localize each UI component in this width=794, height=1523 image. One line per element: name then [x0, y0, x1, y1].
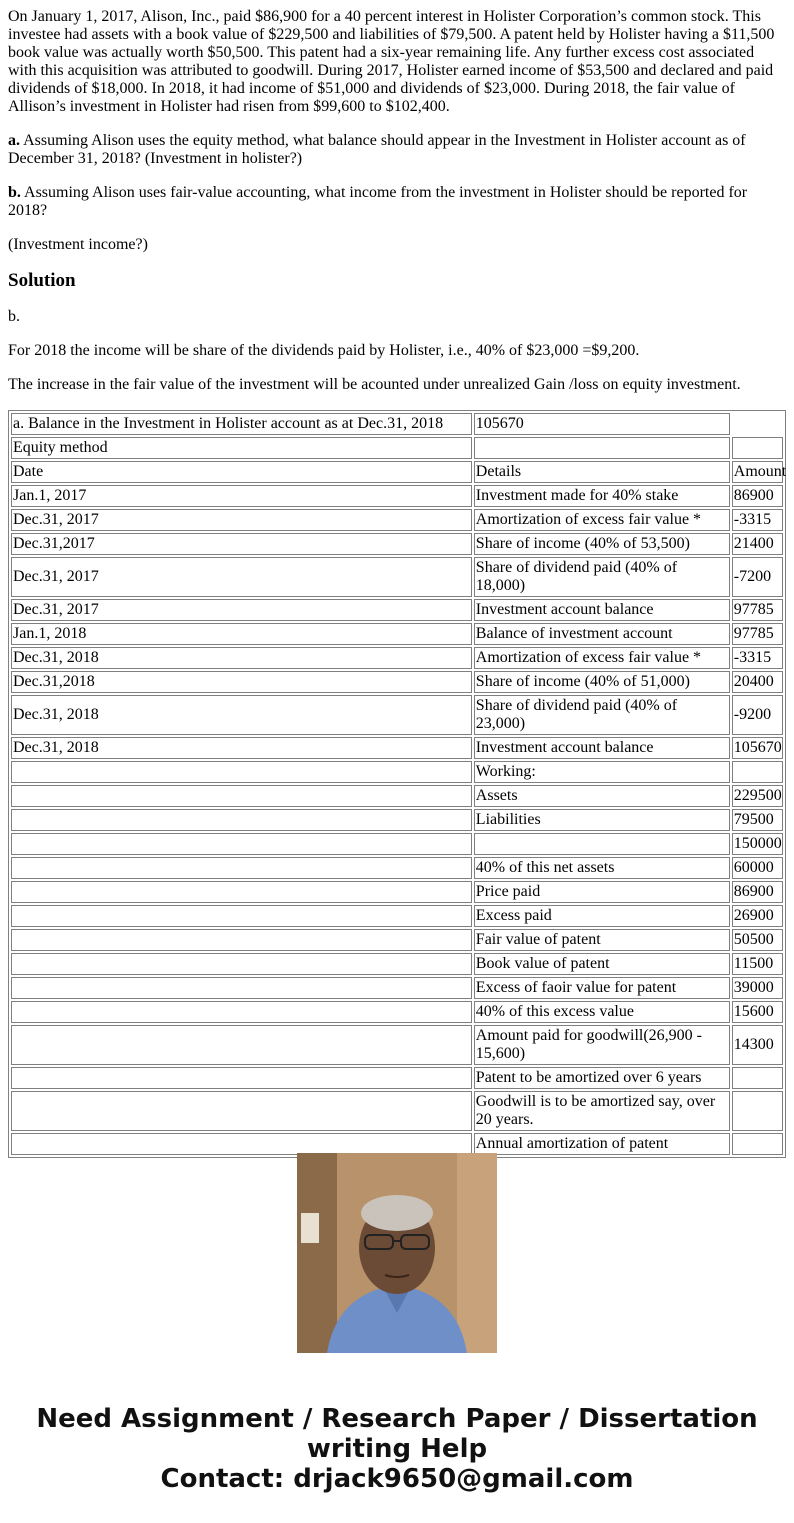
amount-cell [732, 1133, 783, 1155]
table-row [11, 509, 783, 531]
table-row [11, 485, 783, 507]
amount-cell [732, 1091, 783, 1131]
details-cell: Amortization of excess fair value * [474, 509, 730, 531]
details-cell: Share of income (40% of 53,500) [474, 533, 730, 555]
table-row [11, 929, 783, 951]
details-cell: Investment account balance [474, 737, 730, 759]
table-row [11, 1067, 783, 1089]
date-cell [11, 1067, 472, 1089]
table-row [11, 905, 783, 927]
details-cell: Annual amortization of patent [474, 1133, 730, 1155]
date-cell [11, 809, 472, 831]
table-title-cell: a. Balance in the Investment in Holister account as at Dec.31, 2018 [11, 413, 472, 435]
table-title-value: 105670 [474, 413, 730, 435]
amount-cell [732, 761, 783, 783]
date-cell: Dec.31, 2017 [11, 599, 472, 621]
details-cell: Investment made for 40% stake [474, 485, 730, 507]
details-cell: Liabilities [474, 809, 730, 831]
table-row [11, 1001, 783, 1023]
amount-cell: 20400 [732, 671, 783, 693]
table-row [11, 809, 783, 831]
table-title-empty [732, 413, 783, 435]
details-cell: Share of dividend paid (40% of 18,000) [474, 557, 730, 597]
solution-table [8, 410, 786, 1158]
question-b [8, 184, 786, 220]
amount-cell: 86900 [732, 881, 783, 903]
amount-cell [732, 1067, 783, 1089]
date-cell [11, 785, 472, 807]
table-row [11, 695, 783, 735]
date-cell: Jan.1, 2018 [11, 623, 472, 645]
amount-cell: 39000 [732, 977, 783, 999]
date-cell [11, 1001, 472, 1023]
date-cell [11, 905, 472, 927]
date-cell [11, 1133, 472, 1155]
date-cell [11, 977, 472, 999]
question-a-text: Assuming Alison uses the equity method, what balance should appear in the Investment in Holister account as of December 31, 2018? (Investment in holister?) [8, 132, 746, 167]
table-row [11, 857, 783, 879]
amount-cell: 86900 [732, 485, 783, 507]
amount-cell: -9200 [732, 695, 783, 735]
table-row [11, 1133, 783, 1155]
date-cell: Jan.1, 2017 [11, 485, 472, 507]
amount-cell: 14300 [732, 1025, 783, 1065]
details-cell: Balance of investment account [474, 623, 730, 645]
date-cell: Date [11, 461, 472, 483]
amount-cell: -3315 [732, 509, 783, 531]
date-cell [11, 857, 472, 879]
date-cell [11, 1025, 472, 1065]
author-photo [297, 1153, 497, 1353]
amount-cell: 97785 [732, 599, 783, 621]
date-cell: Equity method [11, 437, 472, 459]
table-row [11, 623, 783, 645]
table-row [11, 599, 783, 621]
amount-cell: 15600 [732, 1001, 783, 1023]
table-row [11, 1091, 783, 1131]
details-cell: Goodwill is to be amortized say, over 20 years. [474, 1091, 730, 1131]
details-cell: Share of income (40% of 51,000) [474, 671, 730, 693]
amount-cell: -7200 [732, 557, 783, 597]
amount-cell: 26900 [732, 905, 783, 927]
amount-cell [732, 437, 783, 459]
date-cell: Dec.31, 2017 [11, 509, 472, 531]
details-cell: 40% of this net assets [474, 857, 730, 879]
table-row [11, 833, 783, 855]
date-cell: Dec.31, 2017 [11, 557, 472, 597]
promo-banner [0, 1404, 794, 1494]
author-avatar [297, 1153, 497, 1353]
amount-cell: 50500 [732, 929, 783, 951]
date-cell [11, 953, 472, 975]
details-cell: 40% of this excess value [474, 1001, 730, 1023]
solution-paragraph-2: The increase in the fair value of the investment will be acounted under unrealized Gain /loss on equity investment. [8, 376, 741, 393]
date-cell [11, 881, 472, 903]
question-a [8, 132, 786, 168]
amount-cell: 97785 [732, 623, 783, 645]
details-cell: Fair value of patent [474, 929, 730, 951]
details-cell: Investment account balance [474, 599, 730, 621]
article [8, 0, 787, 1152]
amount-cell: 60000 [732, 857, 783, 879]
question-b-label: b. [8, 184, 21, 201]
details-cell: Excess of faoir value for patent [474, 977, 730, 999]
amount-cell: -3315 [732, 647, 783, 669]
details-cell: Price paid [474, 881, 730, 903]
question-a-label: a. [8, 132, 20, 149]
solution-paragraph-1: For 2018 the income will be share of the dividends paid by Holister, i.e., 40% of $23,000 =$9,200. [8, 342, 640, 359]
solution-heading: Solution [8, 270, 76, 291]
details-cell: Book value of patent [474, 953, 730, 975]
details-cell: Assets [474, 785, 730, 807]
date-cell [11, 1091, 472, 1131]
date-cell [11, 833, 472, 855]
amount-cell: 21400 [732, 533, 783, 555]
date-cell: Dec.31, 2018 [11, 737, 472, 759]
solution-part-label: b. [8, 308, 20, 325]
amount-cell: 79500 [732, 809, 783, 831]
table-row [11, 1025, 783, 1065]
table-row [11, 647, 783, 669]
promo-contact: Contact: drjack9650@gmail.com [160, 1464, 634, 1494]
date-cell: Dec.31,2018 [11, 671, 472, 693]
details-cell: Excess paid [474, 905, 730, 927]
date-cell: Dec.31, 2018 [11, 647, 472, 669]
date-cell: Dec.31, 2018 [11, 695, 472, 735]
table-row [11, 737, 783, 759]
table-row [11, 437, 783, 459]
date-cell [11, 761, 472, 783]
amount-cell: 150000 [732, 833, 783, 855]
table-row [11, 953, 783, 975]
table-row [11, 671, 783, 693]
question-b-text: Assuming Alison uses fair-value accounting, what income from the investment in Holister should be reported for 2018? [8, 184, 748, 219]
amount-cell: 11500 [732, 953, 783, 975]
table-row [11, 977, 783, 999]
details-cell: Share of dividend paid (40% of 23,000) [474, 695, 730, 735]
date-cell [11, 929, 472, 951]
table-row [11, 461, 783, 483]
details-cell [474, 437, 730, 459]
table-row [11, 881, 783, 903]
details-cell [474, 833, 730, 855]
details-cell: Working: [474, 761, 730, 783]
table-row [11, 785, 783, 807]
solution-table-container [8, 410, 787, 1152]
details-cell: Amortization of excess fair value * [474, 647, 730, 669]
details-cell: Details [474, 461, 730, 483]
details-cell: Amount paid for goodwill(26,900 - 15,600) [474, 1025, 730, 1065]
table-row [11, 533, 783, 555]
table-row [11, 557, 783, 597]
table-title-row [11, 413, 783, 435]
question-b-note: (Investment income?) [8, 236, 148, 253]
details-cell: Patent to be amortized over 6 years [474, 1067, 730, 1089]
problem-intro: On January 1, 2017, Alison, Inc., paid $86,900 for a 40 percent interest in Holister Corporation’s common stock. This investee had assets with a book value of $229,500 and liabilities of $79,500. A patent held by Holister having a $11,500 book value was actually worth $50,500. This patent had a six-year remaining life. Any further excess cost associated with this acquisition was attributed to goodwill. During 2017, Holister earned income of $53,500 and declared and paid dividends of $18,000. In 2018, it had income of $51,000 and dividends of $23,000. During 2018, the fair value of Allison’s investment in Holister had risen from $99,600 to $102,400. [8, 8, 775, 115]
table-row [11, 761, 783, 783]
promo-line-1: Need Assignment / Research Paper / Dissertation writing Help [36, 1404, 758, 1464]
amount-cell: 229500 [732, 785, 783, 807]
amount-cell: Amount [732, 461, 783, 483]
date-cell: Dec.31,2017 [11, 533, 472, 555]
amount-cell: 105670 [732, 737, 783, 759]
